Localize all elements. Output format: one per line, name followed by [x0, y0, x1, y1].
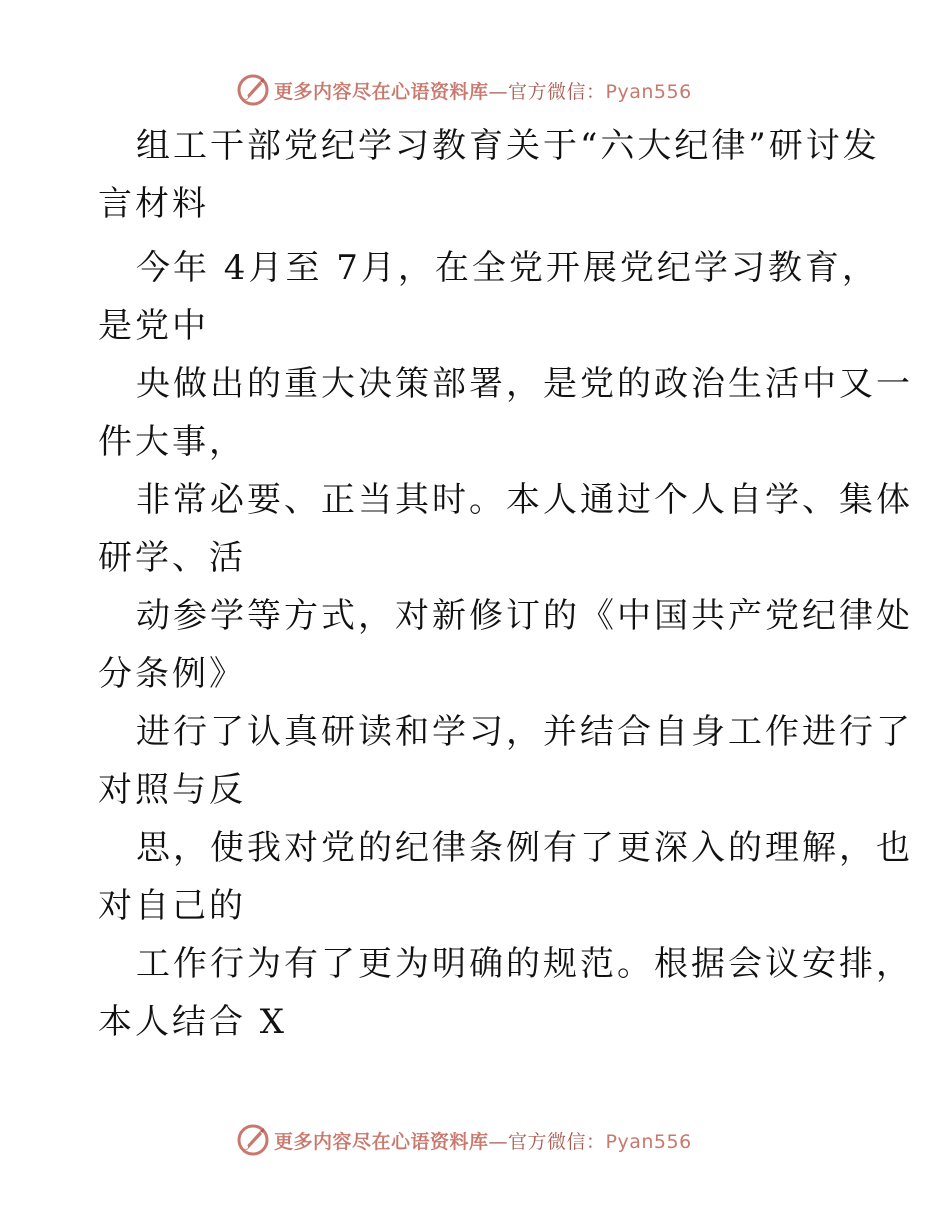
doc-line: 本人结合 X — [98, 1002, 288, 1042]
doc-line: 研学、活 — [98, 538, 246, 578]
doc-line: 非常必要、正当其时。本人通过个人自学、集体 — [136, 480, 913, 520]
header-watermark — [236, 72, 692, 108]
watermark-text: 更多内容尽在心语资料库—官方微信：Pyan556 — [274, 1130, 692, 1153]
doc-line: 工作行为有了更为明确的规范。根据会议安排， — [136, 944, 913, 984]
doc-line: 分条例》 — [98, 654, 246, 694]
doc-line: 央做出的重大决策部署，是党的政治生活中又一 — [136, 364, 913, 404]
quill-pen-logo-icon — [236, 1123, 270, 1157]
footer-watermark — [236, 1122, 692, 1158]
doc-line: 是党中 — [98, 306, 209, 346]
doc-line: 对照与反 — [98, 770, 246, 810]
watermark-text: 更多内容尽在心语资料库—官方微信：Pyan556 — [274, 80, 692, 103]
doc-line: 进行了认真研读和学习，并结合自身工作进行了 — [136, 712, 913, 752]
doc-line: 今年 4月至 7月，在全党开展党纪学习教育， — [136, 248, 879, 288]
doc-line: 组工干部党纪学习教育关于“六大纪律”研讨发 — [136, 126, 880, 166]
doc-line: 对自己的 — [98, 886, 246, 926]
doc-line: 件大事， — [98, 422, 246, 462]
doc-line: 言材料 — [98, 184, 209, 224]
quill-pen-logo-icon — [236, 73, 270, 107]
doc-line: 动参学等方式，对新修订的《中国共产党纪律处 — [136, 596, 913, 636]
doc-line: 思，使我对党的纪律条例有了更深入的理解，也 — [136, 828, 913, 868]
